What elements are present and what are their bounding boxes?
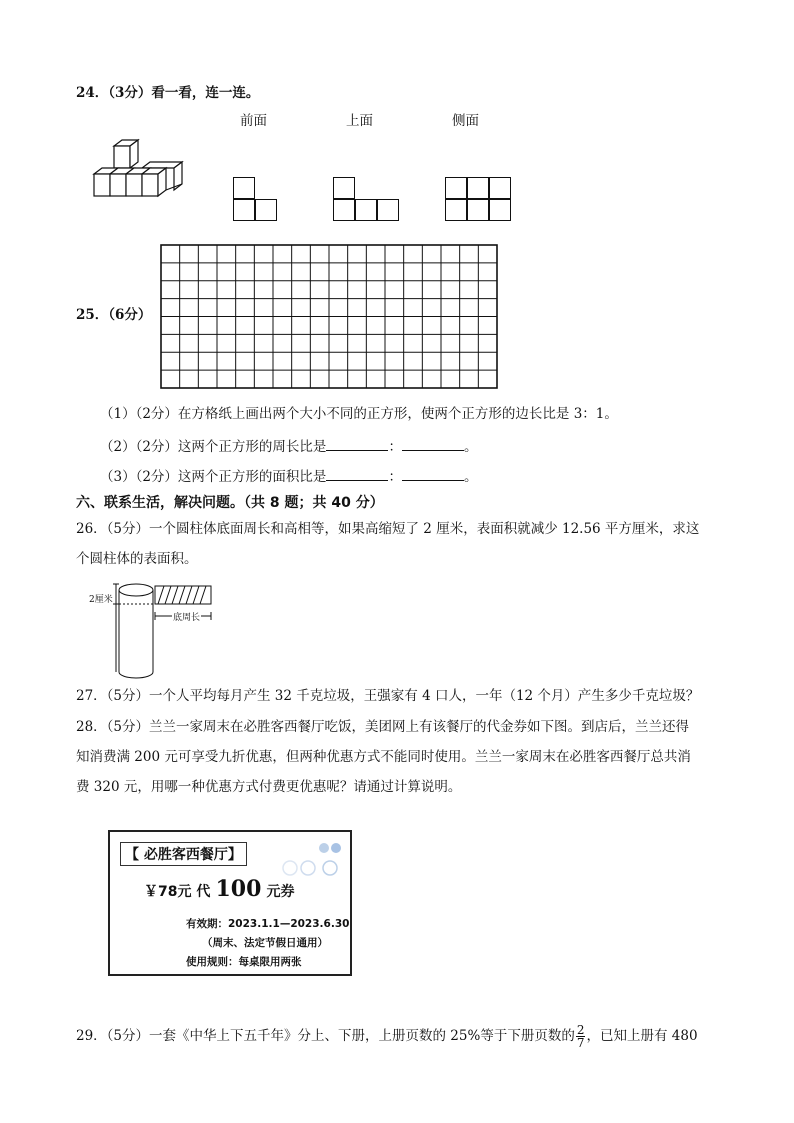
- q26-line1: 26．（5分）一个圆柱体底面周长和高相等，如果高缩短了 2 厘米，表面积就减少 12.56 平方厘米，求这: [76, 521, 700, 537]
- q29-text-b: ，已知上册有 480: [586, 1028, 698, 1044]
- q28-line1: 28．（5分）兰兰一家周末在必胜客西餐厅吃饭，美团网上有该餐厅的代金券如下图。到店后，兰兰还得: [76, 719, 690, 735]
- answer-blank-perimeter-1[interactable]: [326, 436, 388, 451]
- period: 。: [463, 439, 478, 455]
- coupon-validity: 有效期：2023.1.1—2023.6.30: [186, 918, 350, 930]
- coupon-restaurant-name: 【 必胜客西餐厅】: [120, 842, 247, 866]
- fraction-numerator: 2: [576, 1023, 585, 1037]
- coupon-price-prefix: ￥78元 代: [144, 884, 211, 900]
- view-label-top: 上面: [346, 113, 373, 129]
- q24-label: 24．（3分）看一看，连一连。: [76, 85, 260, 101]
- view-label-front: 前面: [240, 113, 267, 129]
- coupon-big-value: 100: [215, 876, 262, 902]
- coupon-rule: 使用规则：每桌限用两张: [186, 956, 302, 968]
- fraction-denominator: 7: [576, 1036, 585, 1050]
- fraction-two-sevenths: [576, 1024, 586, 1049]
- q26-line2: 个圆柱体的表面积。: [76, 551, 198, 567]
- q25-sub3: [100, 466, 477, 487]
- q29-text-a: 29．（5分）一套《中华上下五千年》分上、下册，上册页数的 25%等于下册页数的: [76, 1028, 575, 1044]
- q25-label: 25．（6分）: [76, 307, 152, 323]
- coupon-image: [108, 830, 352, 976]
- q25-sub3-text: （3）（2分）这两个正方形的面积比是: [100, 469, 327, 485]
- coupon-suffix: 元券: [266, 884, 295, 900]
- cylinder-height-label: 2厘米: [89, 592, 113, 605]
- period: 。: [463, 469, 478, 485]
- view-label-side: 侧面: [452, 113, 479, 129]
- q27-text: 27．（5分）一个人平均每月产生 32 千克垃圾，王强家有 4 口人，一年（12 个月）产生多少千克垃圾？: [76, 688, 700, 704]
- q28-line3: 费 320 元，用哪一种优惠方式付费更优惠呢？请通过计算说明。: [76, 779, 462, 795]
- q25-sub1: （1）（2分）在方格纸上画出两个大小不同的正方形，使两个正方形的边长比是 3：1。: [100, 406, 618, 422]
- cylinder-perimeter-label: 底周长: [172, 610, 201, 623]
- q28-line2: 知消费满 200 元可享受九折优惠，但两种优惠方式不能同时使用。兰兰一家周末在必胜客西餐厅总共消: [76, 749, 691, 765]
- answer-blank-perimeter-2[interactable]: [402, 436, 464, 451]
- section-6-title: 六、联系生活，解决问题。（共 8 题；共 40 分）: [76, 495, 384, 511]
- answer-blank-area-1[interactable]: [326, 466, 388, 481]
- grid-paper[interactable]: [160, 244, 498, 389]
- q29-text: [76, 1024, 698, 1049]
- coupon-value-line: [144, 876, 294, 902]
- answer-blank-area-2[interactable]: [402, 466, 464, 481]
- q25-sub2: [100, 436, 477, 457]
- colon: ：: [388, 439, 402, 455]
- cube-stack-figure: [90, 138, 190, 204]
- q25-sub2-text: （2）（2分）这两个正方形的周长比是: [100, 439, 327, 455]
- coupon-usage-days: （周末、法定节假日通用）: [202, 937, 328, 949]
- colon: ：: [388, 469, 402, 485]
